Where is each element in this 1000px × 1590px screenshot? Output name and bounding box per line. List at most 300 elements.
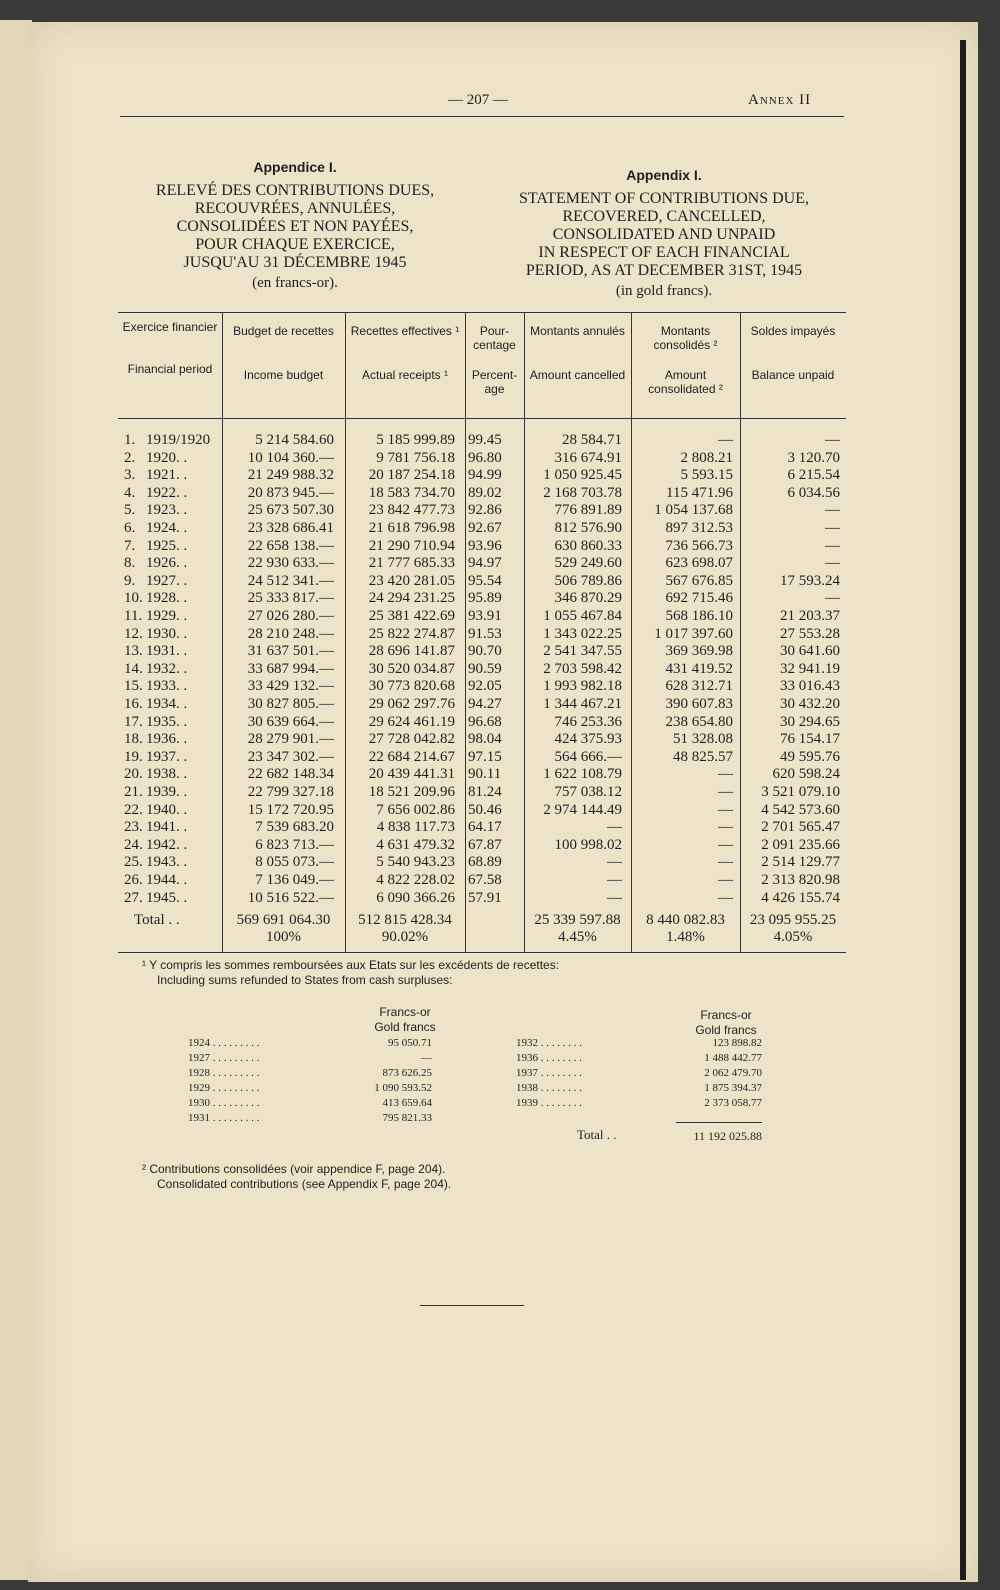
table-cell: 812 576.90 <box>554 520 622 536</box>
table-cell: 30 520 034.87 <box>368 660 455 677</box>
table-cell: 30 773 820.68 <box>368 678 455 695</box>
table-cell: 91.53 <box>468 625 502 642</box>
table-cell: 98.04 <box>468 731 502 748</box>
table-cell: 29 062 297.76 <box>368 696 455 712</box>
column-heading-en: Percent-age <box>471 368 518 396</box>
table-cell: 23 842 477.73 <box>368 502 455 519</box>
table-cell: 6. <box>124 520 136 536</box>
total-value: 25 339 597.88 <box>534 912 621 928</box>
table-cell: 6 090 366.26 <box>376 889 455 906</box>
table-cell: 4. <box>124 484 136 501</box>
appendix-label-en: Appendix I. <box>626 167 702 183</box>
table-cell: 99.45 <box>468 432 502 448</box>
table-cell: 25 673 507.30 <box>247 502 334 519</box>
table-cell: — <box>718 854 733 871</box>
table-row <box>0 819 1000 836</box>
table-cell: 5. <box>124 502 136 519</box>
table-cell: 1 343 022.25 <box>543 625 622 642</box>
table-cell: 96.68 <box>468 713 502 730</box>
title-line: STATEMENT OF CONTRIBUTIONS DUE, <box>519 190 809 207</box>
table-cell: 390 607.83 <box>665 696 733 712</box>
table-cell: 20 187 254.18 <box>368 467 455 484</box>
table-cell: 2 091 235.66 <box>761 836 840 853</box>
table-cell: 19. <box>124 748 143 765</box>
table-cell: 8. <box>124 555 136 572</box>
table-cell: 1924. . <box>146 520 188 536</box>
title-line: RECOUVRÉES, ANNULÉES, <box>194 200 396 217</box>
column-heading-fr: Exercice financier <box>122 320 218 334</box>
table-cell: 32 941.19 <box>780 660 840 677</box>
table-cell: 26. <box>124 872 143 888</box>
refund-amount: 1 090 593.52 <box>374 1082 432 1094</box>
total-label: Total . . <box>134 912 180 928</box>
total-value: 8 440 082.83 <box>646 912 725 928</box>
refund-amount: 795 821.33 <box>382 1112 432 1124</box>
table-cell: 1928. . <box>146 590 188 607</box>
table-cell: 81.24 <box>468 784 502 800</box>
column-heading-fr: Montants consolidés ² <box>653 324 718 352</box>
table-row <box>0 626 1000 643</box>
table-cell: 13. <box>124 643 143 660</box>
table-cell: 27. <box>124 889 143 906</box>
table-cell: 7 656 002.86 <box>376 801 455 818</box>
title-line: RELEVÉ DES CONTRIBUTIONS DUES, <box>155 182 435 199</box>
table-cell: 238 654.80 <box>665 713 733 730</box>
table-cell: 8 055 073.— <box>255 854 334 871</box>
refund-amount: 413 659.64 <box>382 1097 432 1109</box>
table-cell: 757 038.12 <box>554 784 622 800</box>
table-cell: 6 823 713.— <box>255 836 334 853</box>
table-cell: 1 050 925.45 <box>543 467 622 484</box>
table-cell: — <box>825 590 840 607</box>
table-cell: 5 540 943.23 <box>376 854 455 871</box>
table-cell: 94.97 <box>468 555 502 572</box>
table-cell: 1 344 467.21 <box>543 696 622 712</box>
table-cell: 23 328 686.41 <box>247 520 334 536</box>
table-cell: 2 514 129.77 <box>761 854 840 871</box>
table-row <box>0 573 1000 590</box>
table-cell: 21 249 988.32 <box>247 467 334 484</box>
table-cell: 431 419.52 <box>665 660 733 677</box>
table-row <box>0 590 1000 607</box>
table-cell: 1 017 397.60 <box>654 625 733 642</box>
table-cell: 29 624 461.19 <box>368 713 455 730</box>
refund-col-head-left <box>355 1005 455 1035</box>
table-cell: 10. <box>124 590 143 607</box>
table-cell: 897 312.53 <box>665 520 733 536</box>
table-cell: — <box>825 555 840 572</box>
refund-year: 1929 . . . . . . . . . <box>188 1082 260 1094</box>
table-cell: 50.46 <box>468 801 502 818</box>
table-cell: 48 825.57 <box>673 748 733 765</box>
total-value: 23 095 955.25 <box>749 912 837 928</box>
table-cell: 21 618 796.98 <box>368 520 455 536</box>
table-cell: 623 698.07 <box>665 555 733 572</box>
table-cell: 4 822 228.02 <box>376 872 455 888</box>
refund-amount: 1 875 394.37 <box>704 1082 762 1094</box>
table-cell: 5 593.15 <box>680 467 733 484</box>
table-cell: 21 203.37 <box>780 608 840 624</box>
table-cell: 20 439 441.31 <box>368 766 455 783</box>
title-line: CONSOLIDÉES ET NON PAYÉES, <box>176 218 414 235</box>
table-cell: 346 870.29 <box>554 590 622 607</box>
table-row <box>0 766 1000 783</box>
total-value: 512 815 428.34 <box>358 912 452 928</box>
table-cell: 12. <box>124 625 143 642</box>
refund-total-rule <box>676 1122 762 1123</box>
table-row <box>0 890 1000 907</box>
table-cell: 10 516 522.— <box>247 889 334 906</box>
table-row <box>0 555 1000 572</box>
table-cell: 14. <box>124 660 143 677</box>
table-cell: 1919/1920 <box>146 432 211 448</box>
table-cell: 5 214 584.60 <box>255 432 334 448</box>
table-cell: 506 789.86 <box>554 572 622 589</box>
table-cell: 92.05 <box>468 678 502 695</box>
table-cell: — <box>718 872 733 888</box>
table-row <box>0 643 1000 660</box>
title-line: JUSQU'AU 31 DÉCEMBRE 1945 <box>183 254 407 271</box>
table-cell: 24 512 341.— <box>247 572 334 589</box>
table-cell: 2 313 820.98 <box>761 872 840 888</box>
refund-year: 1928 . . . . . . . . . <box>188 1067 260 1079</box>
table-row <box>0 450 1000 467</box>
table-cell: 1. <box>124 432 136 448</box>
table-cell: 1920. . <box>146 449 188 466</box>
footnote-1-fr: ¹ Y compris les sommes remboursées aux Etats sur les excédents de recettes: <box>142 958 560 972</box>
table-cell: 628 312.71 <box>665 678 733 695</box>
table-cell: — <box>718 784 733 800</box>
table-cell: 1929. . <box>146 608 188 624</box>
table-cell: 18 583 734.70 <box>368 484 455 501</box>
table-cell: — <box>825 520 840 536</box>
table-cell: — <box>718 801 733 818</box>
table-cell: 2 703 598.42 <box>543 660 622 677</box>
table-cell: 33 429 132.— <box>247 678 334 695</box>
table-cell: 92.67 <box>468 520 502 536</box>
table-cell: 25 822 274.87 <box>368 625 455 642</box>
refund-amount: — <box>421 1052 432 1064</box>
table-cell: 21 777 685.33 <box>368 555 455 572</box>
table-row <box>0 432 1000 449</box>
table-cell: 31 637 501.— <box>247 643 334 660</box>
header-rule <box>120 116 844 117</box>
table-cell: — <box>718 766 733 783</box>
table-cell: 567 676.85 <box>665 572 733 589</box>
table-cell: 24 294 231.25 <box>368 590 455 607</box>
table-cell: — <box>607 854 622 871</box>
table-cell: 2. <box>124 449 136 466</box>
table-cell: 96.80 <box>468 449 502 466</box>
table-cell: 1925. . <box>146 537 188 554</box>
table-cell: 1921. . <box>146 467 188 484</box>
table-cell: 1926. . <box>146 555 188 572</box>
table-cell: 16. <box>124 696 143 712</box>
total-value: 569 691 064.30 <box>236 912 331 928</box>
table-cell: — <box>718 432 733 448</box>
table-cell: 3 521 079.10 <box>761 784 840 800</box>
refund-amount: 2 373 058.77 <box>704 1097 762 1109</box>
refund-year: 1932 . . . . . . . . <box>516 1037 582 1049</box>
refund-amount: 2 062 479.70 <box>704 1067 762 1079</box>
table-cell: 1938. . <box>146 766 188 783</box>
table-cell: 3 120.70 <box>787 449 840 466</box>
table-row <box>0 854 1000 871</box>
table-row <box>0 784 1000 801</box>
table-row <box>0 538 1000 555</box>
table-cell: 1 055 467.84 <box>543 608 622 624</box>
total-percent: 90.02% <box>381 929 429 945</box>
refund-amount: 123 898.82 <box>712 1037 762 1049</box>
table-bottom-rule <box>118 952 846 953</box>
title-french <box>118 158 472 292</box>
table-cell: 2 541 347.55 <box>543 643 622 660</box>
table-cell: 1940. . <box>146 801 188 818</box>
table-cell: 22. <box>124 801 143 818</box>
column-heading-fr: Pour-centage <box>473 324 516 352</box>
table-cell: 25 333 817.— <box>247 590 334 607</box>
table-cell: 7 136 049.— <box>255 872 334 888</box>
table-cell: 2 701 565.47 <box>761 819 840 836</box>
table-cell: 28 279 901.— <box>247 731 334 748</box>
table-cell: 95.54 <box>468 572 502 589</box>
table-row <box>0 696 1000 713</box>
table-cell: 4 542 573.60 <box>761 801 840 818</box>
refund-total-label: Total . . <box>577 1127 617 1142</box>
table-cell: 64.17 <box>468 819 502 836</box>
table-cell: 67.87 <box>468 836 502 853</box>
title-english <box>484 166 844 300</box>
table-row <box>0 872 1000 889</box>
table-cell: — <box>607 872 622 888</box>
table-cell: 1 993 982.18 <box>543 678 622 695</box>
table-cell: 1943. . <box>146 854 188 871</box>
table-cell: 564 666.— <box>554 748 622 765</box>
table-cell: 6 034.56 <box>787 484 840 501</box>
table-cell: 1939. . <box>146 784 188 800</box>
refund-year: 1930 . . . . . . . . . <box>188 1097 260 1109</box>
table-cell: 692 715.46 <box>665 590 733 607</box>
table-cell: 1944. . <box>146 872 188 888</box>
table-cell: 22 684 214.67 <box>368 748 455 765</box>
table-cell: 3. <box>124 467 136 484</box>
table-cell: — <box>718 889 733 906</box>
table-cell: 97.15 <box>468 748 502 765</box>
table-cell: 18 521 209.96 <box>368 784 455 800</box>
column-heading-en: Balance unpaid <box>751 368 835 382</box>
table-cell: 4 838 117.73 <box>376 819 455 836</box>
refund-total-value: 11 192 025.88 <box>693 1129 762 1143</box>
table-row <box>0 678 1000 695</box>
col-head-line: Gold francs <box>374 1020 436 1034</box>
table-cell: 28 584.71 <box>562 432 622 448</box>
table-cell: 76 154.17 <box>780 731 840 748</box>
table-row <box>0 520 1000 537</box>
table-cell: 27 728 042.82 <box>368 731 455 748</box>
column-heading-fr: Recettes effectives ¹ <box>350 324 460 338</box>
total-percent: 1.48% <box>666 929 705 945</box>
table-cell: 15 172 720.95 <box>247 801 334 818</box>
table-cell: 15. <box>124 678 143 695</box>
table-cell: 1942. . <box>146 836 188 853</box>
table-cell: 1937. . <box>146 748 188 765</box>
col-head-line: Francs-or <box>379 1005 431 1019</box>
table-cell: — <box>718 836 733 853</box>
table-cell: 7. <box>124 537 136 554</box>
table-row <box>0 661 1000 678</box>
table-cell: 2 168 703.78 <box>543 484 622 501</box>
table-cell: 7 539 683.20 <box>255 819 334 836</box>
table-cell: 94.27 <box>468 696 502 712</box>
table-cell: 33 016.43 <box>780 678 840 695</box>
table-cell: — <box>825 432 840 448</box>
table-cell: 776 891.89 <box>554 502 622 519</box>
table-cell: 28 210 248.— <box>247 625 334 642</box>
table-row <box>0 608 1000 625</box>
appendix-label-fr: Appendice I. <box>253 159 337 175</box>
table-cell: 1932. . <box>146 660 188 677</box>
table-cell: — <box>825 502 840 519</box>
table-cell: 94.99 <box>468 467 502 484</box>
refund-col-head-right <box>676 1008 776 1038</box>
column-heading-fr: Montants annulés <box>530 324 625 338</box>
table-cell: 49 595.76 <box>780 748 840 765</box>
table-cell: 90.59 <box>468 660 502 677</box>
table-cell: 736 566.73 <box>665 537 733 554</box>
table-cell: 25. <box>124 854 143 871</box>
column-heading-en: Income budget <box>243 368 324 382</box>
table-cell: 24. <box>124 836 143 853</box>
table-cell: — <box>607 819 622 836</box>
column-heading-en: Actual receipts ¹ <box>361 368 449 382</box>
table-cell: 30 641.60 <box>780 643 840 660</box>
table-cell: 67.58 <box>468 872 502 888</box>
refund-year: 1927 . . . . . . . . . <box>188 1052 260 1064</box>
refund-amount: 1 488 442.77 <box>704 1052 762 1064</box>
footnote-1-en: Including sums refunded to States from cash surpluses: <box>157 973 453 987</box>
table-cell: 18. <box>124 731 143 748</box>
table-cell: 93.91 <box>468 608 502 624</box>
table-cell: 6 215.54 <box>787 467 840 484</box>
table-cell: 20 873 945.— <box>247 484 334 501</box>
table-cell: 4 631 479.32 <box>376 836 455 853</box>
table-cell: 316 674.91 <box>554 449 622 466</box>
table-cell: 93.96 <box>468 537 502 554</box>
column-heading-en: Financial period <box>127 362 213 376</box>
table-cell: 115 471.96 <box>666 484 733 501</box>
table-cell: 17 593.24 <box>780 572 840 589</box>
table-cell: 90.11 <box>468 766 502 783</box>
table-cell: 33 687 994.— <box>247 660 334 677</box>
table-cell: 23. <box>124 819 143 836</box>
table-cell: 620 598.24 <box>772 766 840 783</box>
refund-year: 1936 . . . . . . . . <box>516 1052 582 1064</box>
table-cell: 2 974 144.49 <box>543 801 622 818</box>
table-cell: — <box>718 819 733 836</box>
table-cell: 1927. . <box>146 572 188 589</box>
table-cell: 30 639 664.— <box>247 713 334 730</box>
end-rule <box>420 1305 524 1306</box>
table-cell: 746 253.36 <box>554 713 622 730</box>
table-cell: 22 658 138.— <box>247 537 334 554</box>
table-cell: 100 998.02 <box>554 836 622 853</box>
refund-year: 1939 . . . . . . . . <box>516 1097 582 1109</box>
title-line: IN RESPECT OF EACH FINANCIAL <box>538 244 790 261</box>
table-row <box>0 731 1000 748</box>
table-cell: 23 347 302.— <box>247 748 334 765</box>
table-cell: 5 185 999.89 <box>376 432 455 448</box>
table-cell: 1934. . <box>146 696 188 712</box>
annex-label: Annex II <box>748 92 812 108</box>
table-cell: 1935. . <box>146 713 188 730</box>
table-cell: 568 186.10 <box>665 608 733 624</box>
title-line: POUR CHAQUE EXERCICE, <box>195 236 395 253</box>
footnote-2-fr: ² Contributions consolidées (voir appendice F, page 204). <box>142 1162 446 1176</box>
col-head-line: Gold francs <box>695 1023 757 1037</box>
page-number: — 207 — <box>448 92 508 108</box>
table-cell: 1923. . <box>146 502 188 519</box>
table-cell: — <box>607 889 622 906</box>
title-sub-en: (in gold francs). <box>615 283 713 299</box>
title-line: PERIOD, AS AT DECEMBER 31ST, 1945 <box>525 262 803 279</box>
refund-year: 1931 . . . . . . . . . <box>188 1112 260 1124</box>
refund-year: 1938 . . . . . . . . <box>516 1082 582 1094</box>
table-cell: 1931. . <box>146 643 188 660</box>
table-cell: 30 432.20 <box>780 696 840 712</box>
table-cell: 92.86 <box>468 502 502 519</box>
table-cell: 1936. . <box>146 731 188 748</box>
table-cell: 2 808.21 <box>680 449 733 466</box>
table-cell: 1933. . <box>146 678 188 695</box>
title-line: CONSOLIDATED AND UNPAID <box>552 226 776 243</box>
table-cell: 22 930 633.— <box>247 555 334 572</box>
refund-amount: 95 050.71 <box>388 1037 432 1049</box>
refund-year: 1937 . . . . . . . . <box>516 1067 582 1079</box>
footnote-2-en: Consolidated contributions (see Appendix F, page 204). <box>157 1177 452 1191</box>
table-row <box>0 802 1000 819</box>
table-cell: 1 054 137.68 <box>654 502 733 519</box>
total-percent: 4.45% <box>558 929 597 945</box>
table-row <box>0 837 1000 854</box>
table-cell: 369 369.98 <box>665 643 733 660</box>
table-header-rule <box>118 418 846 419</box>
column-heading-en: Amount consolidated ² <box>648 368 723 396</box>
table-cell: 1922. . <box>146 484 188 501</box>
table-cell: 10 104 360.— <box>247 449 334 466</box>
col-head-line: Francs-or <box>700 1008 752 1022</box>
column-heading-fr: Budget de recettes <box>233 324 334 338</box>
table-row <box>0 467 1000 484</box>
table-cell: 28 696 141.87 <box>368 643 455 660</box>
table-cell: 22 682 148.34 <box>247 766 334 783</box>
total-percent: 100% <box>266 929 301 945</box>
table-cell: 90.70 <box>468 643 502 660</box>
table-cell: — <box>825 537 840 554</box>
total-percent: 4.05% <box>773 929 813 945</box>
table-cell: 25 381 422.69 <box>368 608 455 624</box>
table-top-rule <box>118 312 846 313</box>
table-cell: 20. <box>124 766 143 783</box>
table-cell: 57.91 <box>468 889 502 906</box>
table-cell: 9. <box>124 572 136 589</box>
table-cell: 529 249.60 <box>554 555 622 572</box>
table-cell: 1945. . <box>146 889 188 906</box>
table-cell: 27 026 280.— <box>247 608 334 624</box>
table-cell: 89.02 <box>468 484 502 501</box>
table-cell: 17. <box>124 713 143 730</box>
table-row <box>0 749 1000 766</box>
table-cell: 9 781 756.18 <box>376 449 455 466</box>
